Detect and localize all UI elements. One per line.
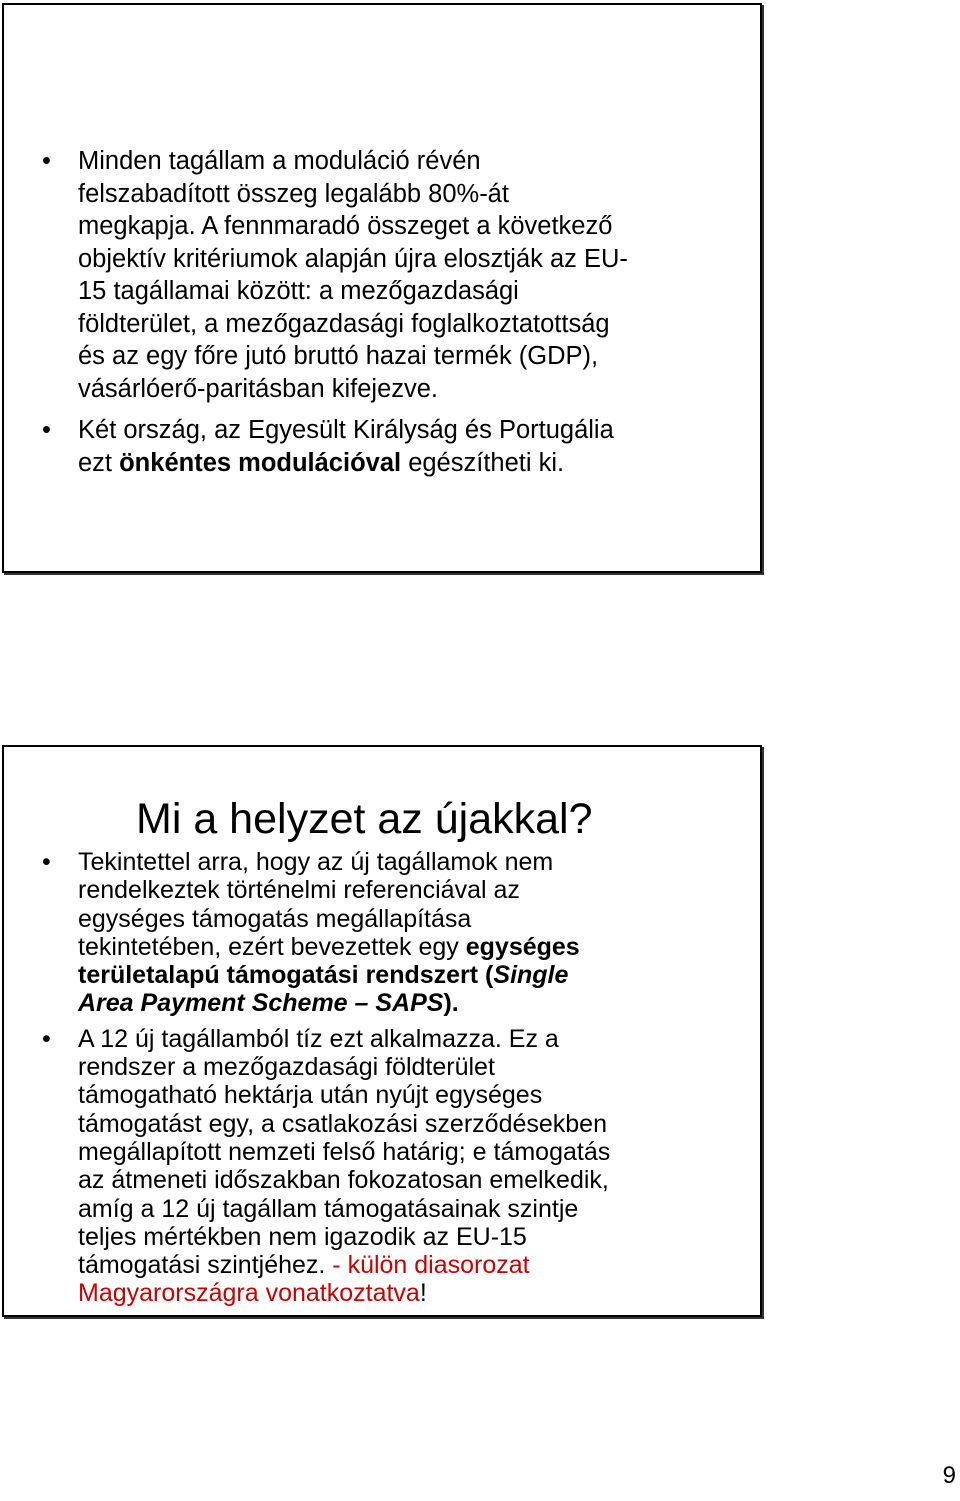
text-line xyxy=(78,989,750,1017)
text-line: objektív kritériumok alapján újra elosztják az EU- xyxy=(78,244,628,273)
bold-phrase: területalapú támogatási rendszert ( xyxy=(78,961,494,990)
bold-italic-phrase: Area Payment Scheme – SAPS xyxy=(78,989,444,1018)
text-line xyxy=(78,1251,750,1279)
slide-2-bullet-1 xyxy=(4,848,750,1018)
text-line: 15 tagállamai között: a mezőgazdasági xyxy=(78,277,519,305)
text-line: megállapított nemzeti felső határig; e támogatás xyxy=(78,1137,611,1166)
text-line: A 12 új tagállamból tíz ezt alkalmazza. Ez a xyxy=(78,1024,559,1053)
text-line: támogatást egy, a csatlakozási szerződésekben xyxy=(78,1109,607,1138)
text-line xyxy=(78,447,750,480)
bold-phrase: önkéntes modulációval xyxy=(119,448,402,477)
text-line: Tekintettel arra, hogy az új tagállamok nem xyxy=(78,848,554,876)
text-line: rendszer a mezőgazdasági földterület xyxy=(78,1053,495,1082)
text-line: az átmeneti időszakban fokozatosan emelkedik, xyxy=(78,1166,609,1195)
bullet-marker: • xyxy=(42,1024,51,1053)
text-line xyxy=(78,961,750,989)
bullet-marker: • xyxy=(42,416,51,444)
text-line: rendelkeztek történelmi referenciával az xyxy=(78,876,520,905)
slide-1-bullet-1 xyxy=(4,145,750,405)
text-line: egységes támogatás megállapítása xyxy=(78,904,472,933)
text-line: Két ország, az Egyesült Királyság és Portugália xyxy=(78,416,614,444)
slide-2-bullet-list xyxy=(4,848,750,1308)
text-line: támogatható hektárja után nyújt egységes xyxy=(78,1081,543,1110)
text-run: ezt xyxy=(78,448,120,477)
text-line xyxy=(78,933,750,961)
text-line: Minden tagállam a moduláció révén xyxy=(78,147,481,175)
text-run: tekintetében, ezért bevezettek egy xyxy=(78,932,466,961)
slide-2 xyxy=(2,745,762,1317)
bold-phrase: egységes xyxy=(465,932,580,961)
bullet-marker: • xyxy=(42,848,51,876)
text-run: támogatási szintjéhez. xyxy=(78,1251,333,1280)
highlight-text: Magyarországra vonatkoztatva xyxy=(78,1279,420,1308)
slide-title: Mi a helyzet az újakkal? xyxy=(136,795,593,843)
text-run: ! xyxy=(419,1279,427,1308)
bold-phrase: ). xyxy=(443,989,459,1018)
text-line: megkapja. A fennmaradó összeget a következő xyxy=(78,212,613,240)
text-line: felszabadított összeg legalább 80%-át xyxy=(78,179,509,208)
text-line: vásárlóerő-paritásban kifejezve. xyxy=(78,374,439,403)
slide-1 xyxy=(2,3,762,573)
text-line: földterület, a mezőgazdasági foglalkoztatottság xyxy=(78,309,610,338)
page-number: 9 xyxy=(942,1462,956,1489)
bold-italic-phrase: Single xyxy=(493,961,569,990)
text-line: amíg a 12 új tagállam támogatásainak szintje xyxy=(78,1194,579,1223)
text-line: teljes mértékben nem igazodik az EU-15 xyxy=(78,1222,527,1251)
text-line: és az egy főre jutó bruttó hazai termék (GDP), xyxy=(78,342,599,370)
text-line xyxy=(78,1279,750,1307)
slide-1-bullet-list xyxy=(4,145,750,479)
bullet-marker: • xyxy=(42,147,51,175)
slide-1-bullet-2 xyxy=(4,414,750,479)
highlight-text: - külön diasorozat xyxy=(332,1251,530,1280)
slide-2-bullet-2 xyxy=(4,1025,750,1308)
text-run: egészítheti ki. xyxy=(401,448,565,477)
